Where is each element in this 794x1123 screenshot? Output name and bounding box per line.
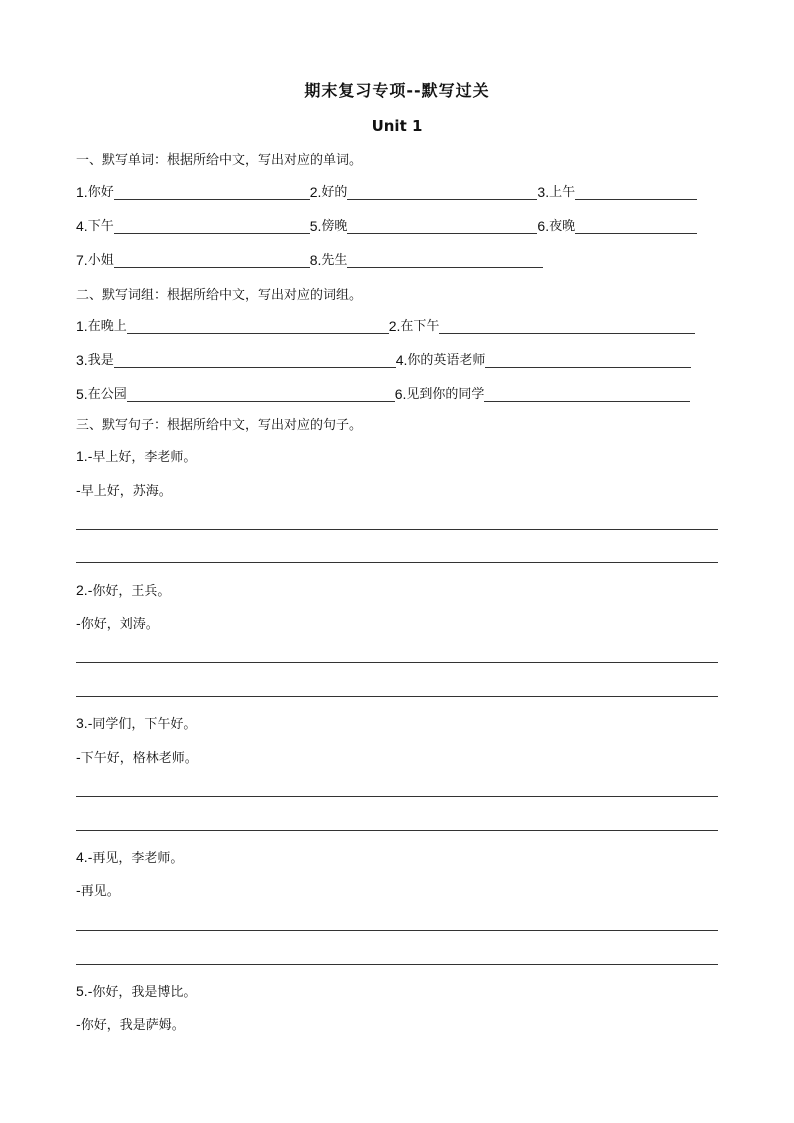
answer-line[interactable] <box>76 964 718 965</box>
sentence-item-5-line2: -你好，我是萨姆。 <box>76 1018 185 1033</box>
answer-line[interactable] <box>76 662 718 663</box>
sentence-item-2-line1 <box>76 580 170 599</box>
word-item-3 <box>537 181 697 200</box>
word-row-1 <box>76 178 718 200</box>
sentence-item-4-line2: -再见。 <box>76 884 120 899</box>
answer-blank[interactable] <box>127 385 395 402</box>
item-number: 7. <box>76 252 88 268</box>
item-number: 1. <box>76 184 88 200</box>
answer-line[interactable] <box>76 529 718 530</box>
phrase-row-1 <box>76 312 718 334</box>
word-row-3 <box>76 246 718 268</box>
item-number: 4. <box>76 218 88 234</box>
section1-heading: 一、默写单词：根据所给中文，写出对应的单词。 <box>76 153 363 168</box>
answer-blank[interactable] <box>484 385 690 402</box>
phrase-item-4 <box>396 349 692 368</box>
item-number: 5. <box>76 386 88 402</box>
item-prompt: 在公园 <box>87 387 127 402</box>
phrase-item-2 <box>389 315 696 334</box>
item-prompt: 好的 <box>321 185 348 200</box>
item-number: 2. <box>76 582 88 598</box>
item-prompt: 小姐 <box>87 253 114 268</box>
item-prompt: 你的英语老师 <box>407 353 486 368</box>
answer-line[interactable] <box>76 930 718 931</box>
item-prompt: -同学们，下午好。 <box>87 717 197 732</box>
word-row-2 <box>76 212 718 234</box>
word-item-5 <box>310 215 538 234</box>
item-prompt: 在下午 <box>400 319 440 334</box>
section3-heading: 三、默写句子：根据所给中文，写出对应的句子。 <box>76 418 363 433</box>
answer-blank[interactable] <box>439 317 695 334</box>
phrase-row-2 <box>76 346 718 368</box>
answer-blank[interactable] <box>114 183 310 200</box>
item-prompt: 傍晚 <box>321 219 348 234</box>
answer-blank[interactable] <box>114 251 310 268</box>
phrase-item-3 <box>76 349 396 368</box>
section2-heading: 二、默写词组：根据所给中文，写出对应的词组。 <box>76 288 363 303</box>
answer-line[interactable] <box>76 562 718 563</box>
word-item-8 <box>310 249 544 268</box>
sentence-item-4-line1 <box>76 847 183 866</box>
word-item-6 <box>537 215 697 234</box>
item-number: 5. <box>309 218 322 234</box>
item-prompt: -早上好，李老师。 <box>87 450 197 465</box>
answer-blank[interactable] <box>575 183 697 200</box>
item-prompt: 先生 <box>321 253 348 268</box>
phrase-row-3 <box>76 380 718 402</box>
word-item-2 <box>310 181 538 200</box>
answer-blank[interactable] <box>485 351 691 368</box>
item-number: 1. <box>76 448 88 464</box>
item-prompt: -再见，李老师。 <box>87 851 184 866</box>
phrase-item-1 <box>76 315 389 334</box>
item-number: 4. <box>76 849 88 865</box>
item-number: 8. <box>309 252 322 268</box>
item-number: 3. <box>76 715 88 731</box>
phrase-item-6 <box>395 383 691 402</box>
sentence-item-5-line1 <box>76 981 196 1000</box>
item-prompt: 在晚上 <box>87 319 127 334</box>
item-number: 1. <box>76 318 88 334</box>
item-number: 2. <box>309 184 322 200</box>
item-number: 6. <box>394 386 407 402</box>
sentence-item-3-line1 <box>76 713 196 732</box>
page-title: 期末复习专项--默写过关 <box>304 81 490 100</box>
item-number: 6. <box>537 218 550 234</box>
item-prompt: 见到你的同学 <box>406 387 485 402</box>
word-item-4 <box>76 215 310 234</box>
item-prompt: 下午 <box>87 219 114 234</box>
phrase-item-5 <box>76 383 395 402</box>
answer-line[interactable] <box>76 796 718 797</box>
item-prompt: 夜晚 <box>549 219 576 234</box>
item-prompt: 我是 <box>87 353 114 368</box>
item-number: 5. <box>76 983 88 999</box>
unit-heading: Unit 1 <box>371 117 423 135</box>
sentence-item-2-line2: -你好，刘涛。 <box>76 617 159 632</box>
answer-blank[interactable] <box>114 217 310 234</box>
answer-blank[interactable] <box>347 217 537 234</box>
item-prompt: -你好，我是博比。 <box>87 985 197 1000</box>
sentence-item-1-line2: -早上好，苏海。 <box>76 484 172 499</box>
answer-blank[interactable] <box>575 217 697 234</box>
word-item-1 <box>76 181 310 200</box>
item-number: 3. <box>537 184 550 200</box>
item-number: 4. <box>395 352 408 368</box>
sentence-item-3-line2: -下午好，格林老师。 <box>76 751 198 766</box>
answer-blank[interactable] <box>347 251 543 268</box>
item-prompt: 上午 <box>549 185 576 200</box>
item-number: 3. <box>76 352 88 368</box>
answer-line[interactable] <box>76 830 718 831</box>
item-prompt: -你好，王兵。 <box>87 584 171 599</box>
item-prompt: 你好 <box>87 185 114 200</box>
item-number: 2. <box>388 318 401 334</box>
answer-blank[interactable] <box>347 183 537 200</box>
answer-blank[interactable] <box>114 351 396 368</box>
sentence-item-1-line1 <box>76 446 196 465</box>
word-item-7 <box>76 249 310 268</box>
answer-blank[interactable] <box>127 317 389 334</box>
answer-line[interactable] <box>76 696 718 697</box>
